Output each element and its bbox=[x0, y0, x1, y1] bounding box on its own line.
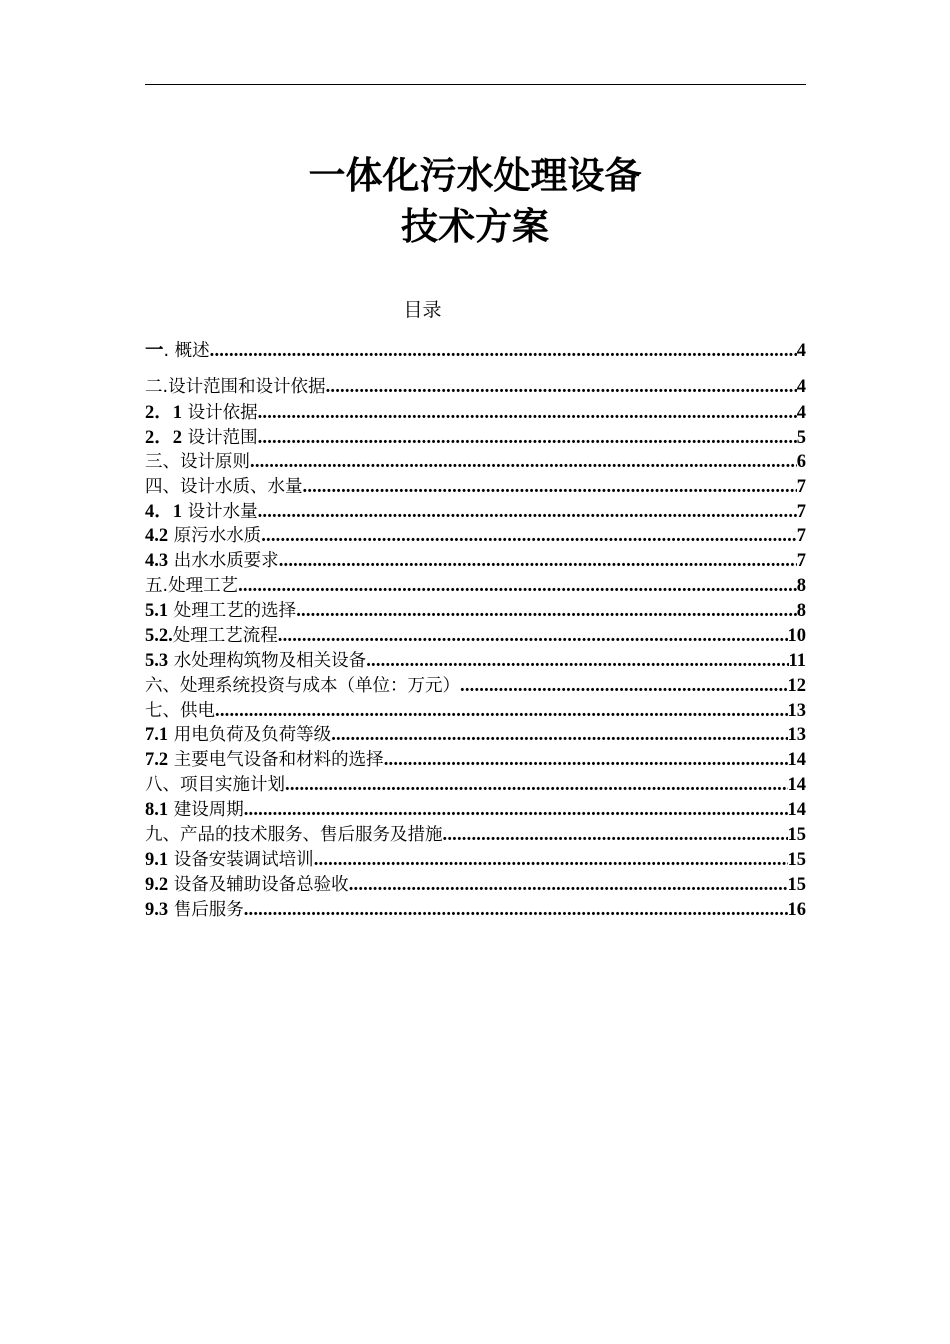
toc-entry-text: 设备安装调试培训 bbox=[168, 849, 314, 870]
toc-leader-dots bbox=[279, 551, 797, 572]
toc-entry-text: 原污水水质 bbox=[168, 526, 262, 547]
toc-entry[interactable] bbox=[145, 622, 806, 647]
toc-entry-label bbox=[145, 622, 278, 647]
toc-entry[interactable] bbox=[145, 871, 806, 896]
toc-entry-text: 建设周期 bbox=[168, 800, 244, 821]
toc-leader-dots bbox=[326, 377, 797, 398]
toc-entry-text: 二.设计范围和设计依据 bbox=[145, 377, 326, 397]
toc-entry-page: 15 bbox=[787, 849, 806, 870]
toc-entry[interactable] bbox=[145, 672, 806, 697]
toc-heading: 目录 bbox=[403, 299, 442, 321]
toc-entry-text: 四、设计水质、水量 bbox=[145, 476, 303, 497]
document-title-line1: 一体化污水处理设备 bbox=[308, 154, 642, 197]
toc-leader-dots bbox=[331, 725, 787, 746]
toc-entry[interactable] bbox=[145, 473, 806, 498]
toc-entry-text: 水处理构筑物及相关设备 bbox=[168, 650, 367, 671]
toc-leader-dots bbox=[258, 403, 797, 423]
toc-entry[interactable] bbox=[145, 522, 806, 547]
toc-entry[interactable] bbox=[145, 423, 806, 448]
toc-entry-text: 处理工艺流程 bbox=[172, 625, 278, 646]
toc-leader-dots bbox=[366, 651, 788, 672]
toc-entry[interactable] bbox=[145, 373, 806, 398]
toc-entry-label bbox=[145, 423, 258, 448]
toc-entry-label bbox=[145, 647, 366, 672]
toc-leader-dots bbox=[285, 775, 788, 796]
toc-entry[interactable] bbox=[145, 336, 806, 373]
toc-entry-page: 7 bbox=[796, 551, 806, 572]
toc-entry-text: 三、设计原则 bbox=[145, 451, 250, 472]
toc-entry[interactable] bbox=[145, 398, 806, 423]
toc-entry[interactable] bbox=[145, 821, 806, 846]
toc-entry-label bbox=[145, 572, 238, 597]
toc-entry[interactable] bbox=[145, 497, 806, 522]
toc-entry[interactable] bbox=[145, 771, 806, 796]
toc-entry-number: 4.2 bbox=[145, 526, 169, 547]
toc-entry-label bbox=[145, 522, 261, 547]
toc-leader-dots bbox=[303, 477, 797, 498]
toc-entry-label bbox=[145, 821, 443, 846]
header-rule bbox=[145, 84, 806, 85]
toc-entry-page: 7 bbox=[796, 502, 806, 523]
toc-entry-number: 5.1 bbox=[145, 601, 169, 622]
toc-entry-page: 11 bbox=[788, 650, 806, 671]
toc-entry-page: 10 bbox=[787, 625, 806, 646]
toc-entry-label bbox=[145, 721, 331, 746]
toc-entry-page: 4 bbox=[796, 341, 806, 361]
toc-entry-page: 15 bbox=[787, 874, 806, 895]
toc-entry-number: 4.3 bbox=[145, 551, 169, 572]
toc-entry-label bbox=[145, 896, 244, 921]
toc-entry-label bbox=[145, 373, 326, 398]
toc-entry-text: 设计依据 bbox=[182, 402, 258, 423]
toc-leader-dots bbox=[384, 750, 788, 771]
toc-entry-number: 9.2 bbox=[145, 874, 169, 895]
toc-leader-dots bbox=[314, 850, 788, 871]
toc-entry-number: 4．1 bbox=[145, 502, 183, 523]
toc-entry-page: 8 bbox=[796, 576, 806, 597]
toc-entry[interactable] bbox=[145, 597, 806, 622]
toc-entry-number: 2．2 bbox=[145, 427, 183, 448]
toc-entry-label bbox=[145, 796, 244, 821]
toc-leader-dots bbox=[443, 825, 788, 846]
toc-entry-number: 5.2. bbox=[145, 625, 173, 646]
toc-entry-label bbox=[145, 846, 314, 871]
toc-entry-page: 15 bbox=[787, 825, 806, 846]
toc-entry[interactable] bbox=[145, 896, 806, 921]
toc-entry-number: 5.3 bbox=[145, 650, 169, 671]
toc-entry-page: 16 bbox=[787, 899, 806, 920]
toc-entry-page: 8 bbox=[796, 601, 806, 622]
toc-entry-number: 9.1 bbox=[145, 849, 169, 870]
toc-entry-page: 7 bbox=[796, 476, 806, 497]
toc-leader-dots bbox=[460, 676, 788, 697]
toc-entry-text: 用电负荷及负荷等级 bbox=[168, 725, 332, 746]
toc-entry[interactable] bbox=[145, 721, 806, 746]
document-title-line2: 技术方案 bbox=[401, 205, 549, 248]
toc-leader-dots bbox=[349, 875, 788, 896]
toc-entry-text: 五.处理工艺 bbox=[145, 576, 239, 597]
toc-leader-dots bbox=[244, 900, 788, 921]
table-of-contents bbox=[145, 336, 806, 921]
toc-entry-label bbox=[145, 597, 296, 622]
toc-entry-label bbox=[145, 473, 303, 498]
toc-entry[interactable] bbox=[145, 746, 806, 771]
toc-entry-text: 出水水质要求 bbox=[168, 551, 279, 572]
toc-entry[interactable] bbox=[145, 647, 806, 672]
toc-leader-dots bbox=[215, 701, 788, 722]
toc-entry-number: 9.3 bbox=[145, 899, 169, 920]
toc-entry-label bbox=[145, 672, 460, 697]
toc-entry-page: 7 bbox=[796, 526, 806, 547]
toc-leader-dots bbox=[261, 526, 797, 547]
toc-entry-label bbox=[145, 771, 285, 796]
toc-entry[interactable] bbox=[145, 846, 806, 871]
toc-leader-dots bbox=[258, 502, 797, 522]
toc-entry-text: 设计水量 bbox=[182, 502, 258, 523]
toc-leader-dots bbox=[210, 341, 797, 362]
toc-entry-number: 一 bbox=[145, 340, 164, 361]
toc-entry-number: 7.1 bbox=[145, 725, 169, 746]
toc-entry-page: 13 bbox=[787, 725, 806, 746]
toc-entry-label bbox=[145, 497, 258, 522]
toc-entry-number: 8.1 bbox=[145, 800, 169, 821]
toc-entry-page: 14 bbox=[787, 750, 806, 771]
toc-entry-text: 七、供电 bbox=[145, 700, 215, 721]
toc-entry-page: 14 bbox=[787, 800, 806, 821]
toc-entry-label bbox=[145, 871, 349, 896]
toc-entry-label bbox=[145, 448, 250, 473]
toc-leader-dots bbox=[296, 601, 797, 622]
toc-entry-text: 八、项目实施计划 bbox=[145, 775, 285, 796]
toc-entry-label bbox=[145, 547, 279, 572]
toc-entry-label bbox=[145, 336, 210, 362]
toc-entry-label bbox=[145, 398, 258, 423]
toc-entry-page: 5 bbox=[796, 427, 806, 448]
toc-entry-page: 13 bbox=[787, 700, 806, 721]
toc-entry-label bbox=[145, 746, 384, 771]
toc-entry-page: 12 bbox=[787, 675, 806, 696]
toc-entry[interactable] bbox=[145, 796, 806, 821]
toc-entry-page: 4 bbox=[796, 402, 806, 423]
toc-leader-dots bbox=[278, 626, 788, 647]
toc-entry-text: 售后服务 bbox=[168, 899, 244, 920]
toc-entry[interactable] bbox=[145, 547, 806, 572]
toc-entry-page: 4 bbox=[796, 377, 806, 397]
toc-leader-dots bbox=[258, 428, 797, 448]
toc-entry-text: 六、处理系统投资与成本（单位：万元） bbox=[145, 675, 460, 696]
toc-entry-text: 主要电气设备和材料的选择 bbox=[168, 750, 384, 771]
toc-entry-text: 设计范围 bbox=[182, 427, 258, 448]
toc-entry-text: . 概述 bbox=[163, 341, 210, 361]
toc-entry-number: 2．1 bbox=[145, 402, 183, 423]
toc-entry[interactable] bbox=[145, 572, 806, 597]
toc-leader-dots bbox=[238, 576, 797, 597]
toc-leader-dots bbox=[244, 800, 788, 821]
toc-entry-text: 处理工艺的选择 bbox=[168, 601, 297, 622]
toc-entry-page: 14 bbox=[787, 775, 806, 796]
toc-entry[interactable] bbox=[145, 697, 806, 722]
toc-entry-text: 设备及辅助设备总验收 bbox=[168, 874, 349, 895]
toc-entry-text: 九、产品的技术服务、售后服务及措施 bbox=[145, 825, 443, 846]
toc-leader-dots bbox=[250, 452, 797, 473]
toc-entry-number: 7.2 bbox=[145, 750, 169, 771]
toc-entry-page: 6 bbox=[796, 451, 806, 472]
toc-entry-label bbox=[145, 697, 215, 722]
toc-entry[interactable] bbox=[145, 448, 806, 473]
